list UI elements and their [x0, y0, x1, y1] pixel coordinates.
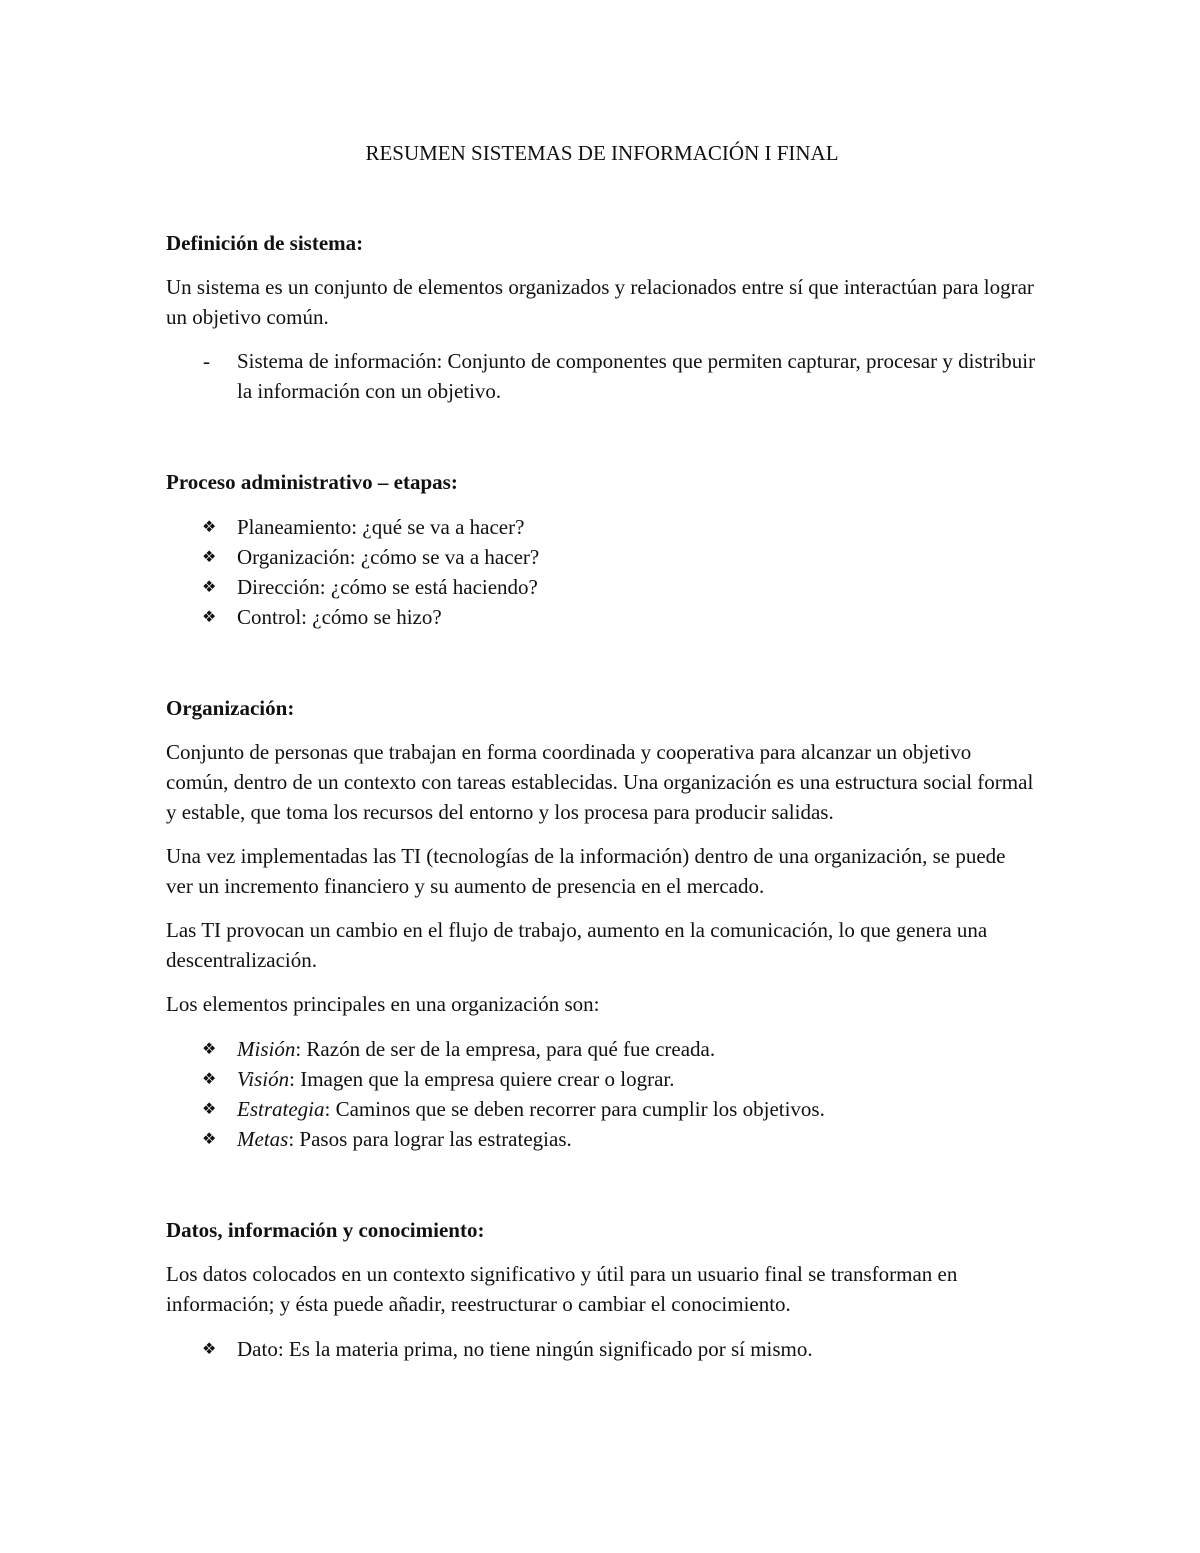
diamond-bullet-icon: ❖ — [202, 1099, 217, 1118]
diamond-bullet-icon: ❖ — [202, 577, 217, 596]
section-heading-definicion: Definición de sistema: — [166, 231, 364, 255]
organizacion-paragraph-2: Una vez implementadas las TI (tecnologías de la información) dentro de una organización, se puede ver un incremento financiero y su aumento de presencia en el mercado. — [166, 844, 1006, 898]
diamond-bullet-icon: ❖ — [202, 1039, 217, 1058]
definicion-paragraph: Un sistema es un conjunto de elementos organizados y relacionados entre sí que interactúan para lograr un objetivo común. — [166, 275, 1034, 329]
list-item — [166, 346, 1036, 406]
diamond-bullet-icon: ❖ — [202, 1069, 217, 1088]
list-item-text: Organización: ¿cómo se va a hacer? — [237, 545, 540, 569]
list-item — [166, 1124, 1036, 1154]
section-heading-proceso: Proceso administrativo – etapas: — [166, 470, 458, 494]
list-item-text: Control: ¿cómo se hizo? — [237, 605, 442, 629]
list-item-text: : Caminos que se deben recorrer para cumplir los objetivos. — [324, 1097, 825, 1121]
diamond-bullet-icon: ❖ — [202, 547, 217, 566]
organizacion-bullet-list — [166, 1034, 1036, 1154]
list-item-term: Visión — [237, 1067, 290, 1091]
section-heading-organizacion: Organización: — [166, 696, 295, 720]
list-item — [166, 512, 1036, 542]
list-item-term: Metas — [237, 1127, 289, 1151]
list-item — [166, 542, 1036, 572]
list-item-term: Estrategia — [237, 1097, 325, 1121]
list-item-text: Dato: Es la materia prima, no tiene ningún significado por sí mismo. — [237, 1337, 813, 1361]
dash-marker: - — [203, 349, 210, 373]
list-item-text: Planeamiento: ¿qué se va a hacer? — [237, 515, 525, 539]
list-item-text: Dirección: ¿cómo se está haciendo? — [237, 575, 538, 599]
list-item — [166, 572, 1036, 602]
list-item — [166, 1334, 1036, 1364]
list-item-text: : Razón de ser de la empresa, para qué fue creada. — [295, 1037, 716, 1061]
list-item-text: : Pasos para lograr las estrategias. — [288, 1127, 572, 1151]
definicion-dash-list — [166, 346, 1036, 406]
diamond-bullet-icon: ❖ — [202, 1339, 217, 1358]
datos-bullet-list — [166, 1334, 1036, 1364]
organizacion-paragraph-3: Las TI provocan un cambio en el flujo de trabajo, aumento en la comunicación, lo que genera una descentralización. — [166, 918, 988, 972]
proceso-bullet-list — [166, 512, 1036, 632]
list-item — [166, 1094, 1036, 1124]
organizacion-paragraph-1: Conjunto de personas que trabajan en forma coordinada y cooperativa para alcanzar un objetivo común, dentro de un contexto con tareas establecidas. Una organización es una estructura social formal y estable, que toma los recursos del entorno y los procesa para producir salidas. — [166, 740, 1034, 824]
diamond-bullet-icon: ❖ — [202, 1129, 217, 1148]
document-title: RESUMEN SISTEMAS DE INFORMACIÓN I FINAL — [365, 141, 839, 165]
list-item — [166, 1064, 1036, 1094]
list-item — [166, 1034, 1036, 1064]
list-item — [166, 602, 1036, 632]
section-heading-datos: Datos, información y conocimiento: — [166, 1218, 485, 1242]
datos-paragraph: Los datos colocados en un contexto significativo y útil para un usuario final se transforman en información; y ésta puede añadir, reestructurar o cambiar el conocimiento. — [166, 1262, 958, 1316]
list-item-text: Sistema de información: Conjunto de componentes que permiten capturar, procesar y distribuir la información con un objetivo. — [237, 349, 1036, 403]
diamond-bullet-icon: ❖ — [202, 517, 217, 536]
list-item-text: : Imagen que la empresa quiere crear o lograr. — [289, 1067, 675, 1091]
document-body — [166, 138, 1036, 1364]
organizacion-paragraph-4: Los elementos principales en una organización son: — [166, 992, 600, 1016]
diamond-bullet-icon: ❖ — [202, 607, 217, 626]
list-item-term: Misión — [237, 1037, 296, 1061]
